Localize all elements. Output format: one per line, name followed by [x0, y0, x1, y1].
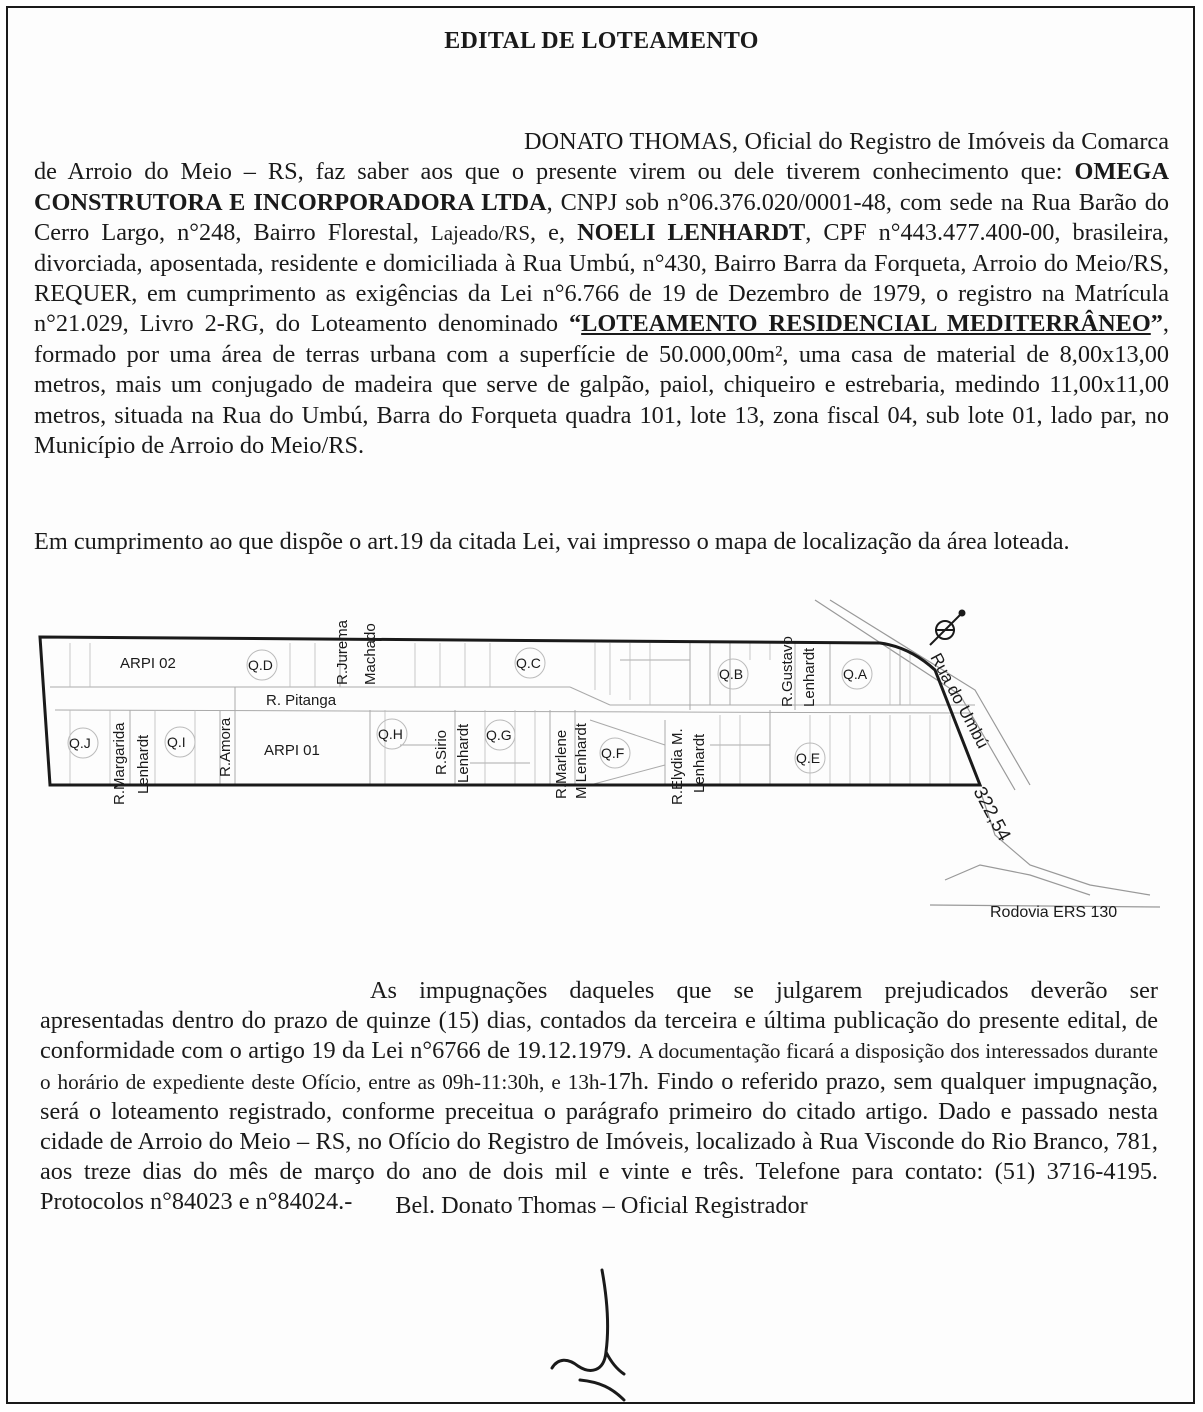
- intro-text-1: DONATO THOMAS, Oficial do Registro de Imóveis da Comarca de Arroio do Meio – RS, faz saber aos que o presente virem ou dele tiverem conhecimento que:: [34, 128, 1169, 186]
- map-intro-paragraph: Em cumprimento ao que dispõe o art.19 da citada Lei, vai impresso o mapa de localização da área loteada.: [34, 528, 1070, 555]
- intro-text-4: , CPF n°443.477.400-00, brasileira, divorciada, aposentada, residente e domiciliada à Rua Umbú, n°430, Bairro Barra da Forqueta, Arroio do Meio/RS, REQUER, em cumprimento as exigências da Lei n°6.766 de 19 de Dezembro de 1979, o registro na Matrícula n°21.029, Livro 2-RG, do Loteamento denominado: [34, 219, 1169, 338]
- company-name: OMEGA CONSTRUTORA E INCORPORADORA LTDA: [34, 158, 1169, 216]
- block-label: Q.A: [843, 666, 868, 682]
- boundary-distance: 322,54: [968, 783, 1015, 845]
- closing-text-1: As impugnações daqueles que se julgarem prejudicados deverão ser apresentadas dentro do prazo de quinze (15) dias, contados da terceira e última publicação do presente edital, de conformidade com o artigo 19 da Lei n°6766 de 19.12.1979.: [40, 977, 1158, 1065]
- intro-text-3: , e,: [530, 219, 578, 247]
- street-pitanga: R. Pitanga: [266, 692, 337, 709]
- person-name: NOELI LENHARDT: [577, 219, 806, 247]
- company-city: Lajeado/RS: [430, 221, 531, 246]
- street-margarida-line2: Lenhardt: [135, 734, 152, 794]
- street-marlene-line2: M.Lenhardt: [573, 723, 590, 799]
- street-sirio-line2: Lenhardt: [455, 723, 472, 783]
- street-sirio-line1: R.Sirio: [433, 729, 450, 775]
- street-jurema-line2: Machado: [362, 623, 379, 685]
- street-gustavo-line1: R.Gustavo: [779, 636, 796, 707]
- block-label: Q.I: [167, 734, 186, 750]
- block-label: Q.J: [69, 735, 91, 751]
- street-amora: R.Amora: [217, 717, 234, 777]
- street-margarida-line1: R.Margarida: [111, 722, 128, 805]
- street-gustavo-line2: Lenhardt: [801, 647, 818, 707]
- highway-label: Rodovia ERS 130: [990, 904, 1118, 921]
- north-arrow-icon: [930, 611, 965, 646]
- project-quote-close: ”: [1150, 310, 1163, 338]
- street-elydia-line2: Lenhardt: [691, 733, 708, 793]
- signatory-line: Bel. Donato Thomas – Oficial Registrador: [395, 1192, 808, 1219]
- block-label: Q.G: [486, 727, 512, 743]
- block-label: Q.F: [601, 745, 625, 761]
- intro-text-5: , formado por uma área de terras urbana com a superfície de 50.000,00m², uma casa de material de 8,00x13,00 metros, mais um conjugado de madeira que serve de galpão, paiol, chiqueiro e estrebaria, medindo 11,00x11,00 metros, situada na Rua do Umbú, Barra do Forqueta quadra 101, lote 13, zona fiscal 04, sub lote 01, lado par, no Município de Arroio do Meio/RS.: [34, 310, 1169, 460]
- street-marlene-line1: R.Marlene: [553, 729, 570, 799]
- street-elydia-line1: R.Elydia M.: [669, 728, 686, 805]
- project-quote-open: “: [569, 310, 582, 338]
- closing-text-3: 17h. Findo o referido prazo, sem qualquer impugnação, será o loteamento registrado, conforme preceitua o parágrafo primeiro do citado artigo. Dado e passado nesta cidade de Arroio do Meio – RS, no Ofício do Registro de Imóveis, localizado à Rua Visconde do Rio Branco, 781, aos treze dias do mês de março do ano de dois mil e vinte e três. Telefone para contato: (51) 3716-4195. Protocolos n°84023 e n°84024.-: [40, 1067, 1158, 1216]
- block-label: Q.D: [248, 657, 273, 673]
- area-arpi-01: ARPI 01: [264, 742, 320, 759]
- project-name: LOTEAMENTO RESIDENCIAL MEDITERRÂNEO: [581, 310, 1151, 338]
- block-label: Q.H: [378, 726, 403, 742]
- intro-paragraph: [34, 127, 1169, 461]
- location-map: [30, 595, 1180, 930]
- block-label: Q.E: [796, 750, 821, 766]
- street-umbu: Rua do Umbú: [926, 649, 993, 752]
- area-arpi-02: ARPI 02: [120, 655, 176, 672]
- block-label: Q.C: [516, 655, 541, 671]
- handwritten-signature: [540, 1262, 660, 1402]
- document-title: EDITAL DE LOTEAMENTO: [444, 28, 759, 54]
- block-label: Q.B: [719, 666, 744, 682]
- street-jurema-line1: R.Jurema: [334, 619, 351, 685]
- closing-text-2: A documentação ficará a disposição dos interessados durante o horário de expediente deste Ofício, entre as 09h-11:30h, e 13h-: [40, 1039, 1158, 1094]
- closing-paragraph: [40, 976, 1158, 1218]
- intro-text-2: , CNPJ sob n°06.376.020/0001-48, com sede na Rua Barão do Cerro Largo, n°248, Bairro Florestal,: [34, 188, 1169, 247]
